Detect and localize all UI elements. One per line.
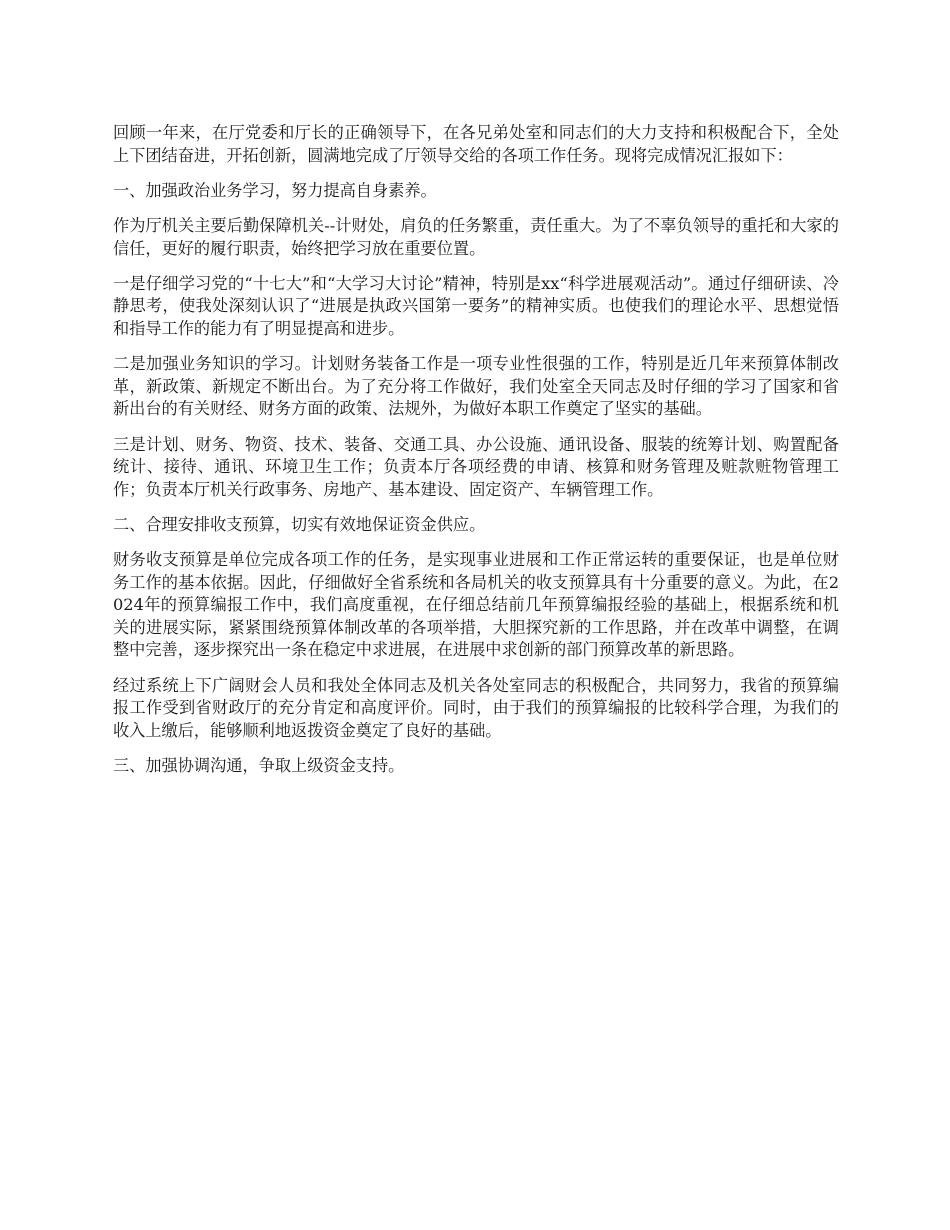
section-heading-1: 一、加强政治业务学习，努力提高自身素养。 (113, 180, 437, 200)
section-heading-3: 三、加强协调沟通，争取上级资金支持。 (113, 756, 405, 775)
paragraph: 二是加强业务知识的学习。计划财务装备工作是一项专业性很强的工作，特别是近几年来预算体制改革，新政策、新规定不断出台。为了充分将工作做好，我们处室全天同志及时仔细的学习了国家和省新出台的有关财经、财务方面的政策、法规外，为做好本职工作奠定了坚实的基础。 (113, 354, 839, 419)
intro-paragraph: 回顾一年来，在厅党委和厅长的正确领导下，在各兄弟处室和同志们的大力支持和积极配合下，全处上下团结奋进，开拓创新，圆满地完成了厅领导交给的各项工作任务。现将完成情况汇报如下： (113, 123, 839, 165)
document-body (113, 122, 839, 790)
paragraph: 一是仔细学习党的“十七大”和“大学习大讨论”精神，特别是xx“科学进展观活动”。通过仔细研读、冷静思考，使我处深刻认识了“进展是执政兴国第一要务”的精神实质。也使我们的理论水平、思想觉悟和指导工作的能力有了明显提高和进步。 (113, 273, 839, 338)
paragraph: 三是计划、财务、物资、技术、装备、交通工具、办公设施、通讯设备、服装的统筹计划、购置配备统计、接待、通讯、环境卫生工作；负责本厅各项经费的申请、核算和财务管理及赃款赃物管理工作；负责本厅机关行政事务、房地产、基本建设、固定资产、车辆管理工作。 (113, 434, 839, 499)
paragraph: 作为厅机关主要后勤保障机关--计财处，肩负的任务繁重，责任重大。为了不辜负领导的重托和大家的信任，更好的履行职责，始终把学习放在重要位置。 (113, 215, 839, 258)
paragraph: 经过系统上下广阔财会人员和我处全体同志及机关各处室同志的积极配合，共同努力，我省的预算编报工作受到省财政厅的充分肯定和高度评价。同时，由于我们的预算编报的比较科学合理，为我们的收入上缴后，能够顺利地返拨资金奠定了良好的基础。 (113, 675, 839, 740)
paragraph: 财务收支预算是单位完成各项工作的任务，是实现事业进展和工作正常运转的重要保证，也是单位财务工作的基本依据。因此，仔细做好全省系统和各局机关的收支预算具有十分重要的意义。为此，在2024年的预算编报工作中，我们高度重视，在仔细总结前几年预算编报经验的基础上，根据系统和机关的进展实际，紧紧围绕预算体制改革的各项举措，大胆探究新的工作思路，并在改革中调整，在调整中完善，逐步探究出一条在稳定中求进展，在进展中求创新的部门预算改革的新思路。 (113, 550, 839, 660)
section-heading-2: 二、合理安排收支预算，切实有效地保证资金供应。 (113, 514, 486, 534)
